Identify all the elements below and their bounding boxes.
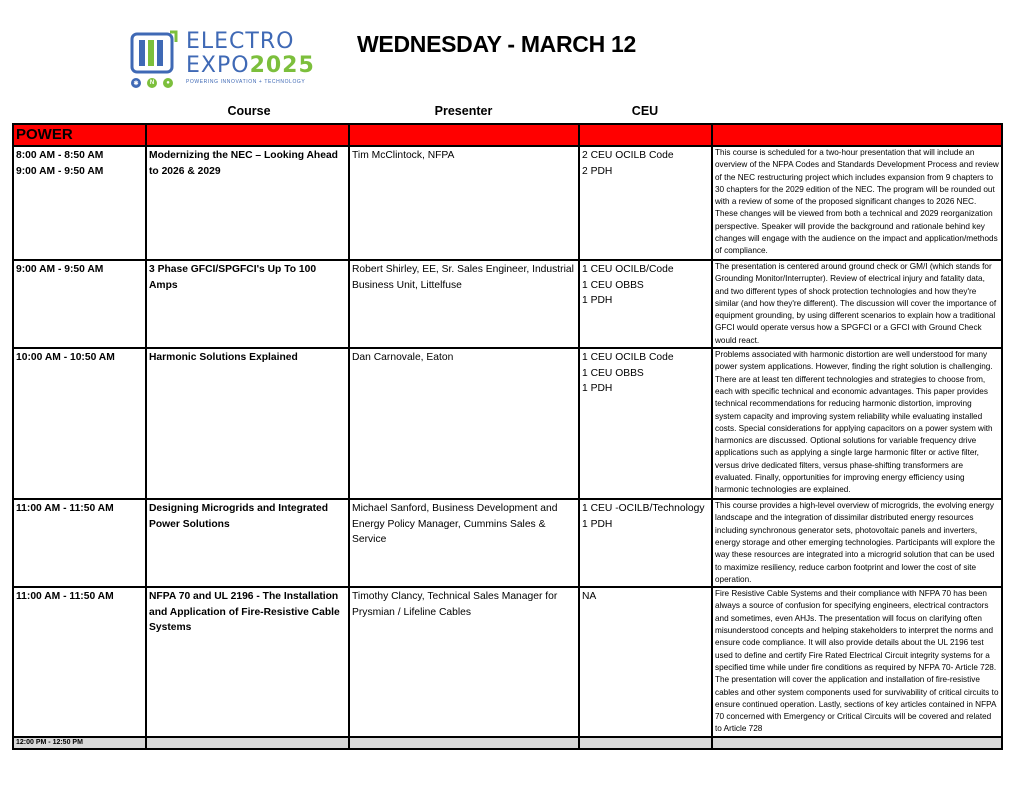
section-label: POWER [13,124,146,146]
column-header-ceu: CEU [631,104,659,118]
session-row [13,587,1002,737]
logo-word-expo: EXPO [186,53,250,78]
session-course: Designing Microgrids and Integrated Power Solutions [146,499,349,587]
session-ceu: NA [579,587,712,737]
session-ceu: 1 CEU -OCILB/Technology 1 PDH [579,499,712,587]
logo-wordmark [186,30,315,78]
page-title: WEDNESDAY - MARCH 12 [357,31,636,57]
session-course: 3 Phase GFCI/SPGFCI's Up To 100 Amps [146,260,349,348]
session-time: 11:00 AM - 11:50 AM [13,587,146,737]
session-description: Fire Resistive Cable Systems and their compliance with NFPA 70 has been always a source of confusion for specifying engineers, electrical contractors and sometimes, even AHJs. The presentation will focus on clarifying often misunderstood concepts and helping stakeholders to interpret the norms and ensure code compliance. It will also provide details about the UL 2196 test used to define and certify Fire Rated Electrical Circuit integrity systems for a specified time while under fire conditions as required by NFPA 70- Article 728. The presentation will cover the application and installation of fire-resistive cables and other system components used for survivability of critical circuits to ensure continued operation. Lastly, sections of key articles contained in NFPA 70 concerned with Emergency or Critical Circuits will be covered and related to Article 728 [712,587,1002,737]
session-presenter: Timothy Clancy, Technical Sales Manager for Prysmian / Lifeline Cables [349,587,579,737]
session-course: NFPA 70 and UL 2196 - The Installation and Application of Fire-Resistive Cable Systems [146,587,349,737]
badge-icon: ✱ [131,78,141,88]
session-presenter: Michael Sanford, Business Development and Energy Policy Manager, Cummins Sales & Service [349,499,579,587]
session-ceu: 1 CEU OCILB Code 1 CEU OBBS 1 PDH [579,348,712,499]
session-description: This course provides a high-level overview of microgrids, the evolving energy landscape and the integration of dissimilar distributed energy resources including synchronous generator sets, photovoltaic panels and inverters, energy storage and other emerging technologies. Participants will explore the way these resources are integrated into a microgrid solution that can be used to maximize resiliency, reduce carbon footprint and lower the cost of site operation. [712,499,1002,587]
session-ceu: 2 CEU OCILB Code 2 PDH [579,146,712,260]
session-course: Harmonic Solutions Explained [146,348,349,499]
lunch-time: 12:00 PM - 12:50 PM [13,737,146,749]
schedule-table [12,123,1003,750]
lunch-row [13,737,1002,749]
session-time: 10:00 AM - 10:50 AM [13,348,146,499]
session-description: The presentation is centered around ground check or GM/I (which stands for Grounding Monitor/Interrupter). Review of electrical injury and fatality data, and two different types of shock protection technologies and how they're similar (and how they're different). The discussion will cover the importance of equipment grounding, by using different scenarios to explain how a traditional GFCI would operate versus how a SPGFCI or a GFCI with Ground Check would react. [712,260,1002,348]
session-description: Problems associated with harmonic distortion are well understood for many power system applications. However, finding the right solution is challenging. There are at least ten different technologies and strategies to choose from, each with specific technical and economic advantages. This paper provides technical recommendations for reducing harmonic distortion, improving system capacity and improving system reliability while evaluating installed costs. Special considerations for applying capacitors on a power system with harmonics are discussed. Optional solutions for variable frequency drive applications such as applying a single large harmonic filter or active filter, versus drive dedicated filters, versus phase-shifting transformers are evaluated. Finally, opportunities for improving energy efficiency using harmonic technologies are explained. [712,348,1002,499]
badge-icon: N [147,78,157,88]
session-presenter: Robert Shirley, EE, Sr. Sales Engineer, Industrial Business Unit, Littelfuse [349,260,579,348]
logo-mark-icon [130,30,178,74]
bulb-icon: ● [163,78,173,88]
session-time: 11:00 AM - 11:50 AM [13,499,146,587]
logo-year: 2025 [249,53,315,78]
session-presenter: Tim McClintock, NFPA [349,146,579,260]
electro-expo-logo [128,28,328,90]
session-time: 8:00 AM - 8:50 AM 9:00 AM - 9:50 AM [13,146,146,260]
session-row [13,146,1002,260]
session-time: 9:00 AM - 9:50 AM [13,260,146,348]
session-row [13,348,1002,499]
session-description: This course is scheduled for a two-hour presentation that will include an overview of the NFPA Codes and Standards Development Process and review of the NEC restructuring project which includes expansion from 9 chapters to 30 chapters for the 2029 edition of the NEC. The program will be rounded out with a review of some of the proposed significant changes to 2026 NEC. These changes will be viewed from both a technical and 2029 reorganization perspective. Speaker will provide the background and rationale behind key changes will engage with the audience on the impact and application/methods of compliance. [712,146,1002,260]
logo-word-electro: ELECTRO [186,29,295,54]
column-header-course: Course [227,104,271,118]
session-row [13,499,1002,587]
logo-tagline: POWERING INNOVATION + TECHNOLOGY [186,79,306,85]
session-row [13,260,1002,348]
logo-badges [131,78,173,88]
section-row-power [13,124,1002,146]
column-header-presenter: Presenter [434,104,493,118]
session-ceu: 1 CEU OCILB/Code 1 CEU OBBS 1 PDH [579,260,712,348]
session-presenter: Dan Carnovale, Eaton [349,348,579,499]
session-course: Modernizing the NEC – Looking Ahead to 2026 & 2029 [146,146,349,260]
